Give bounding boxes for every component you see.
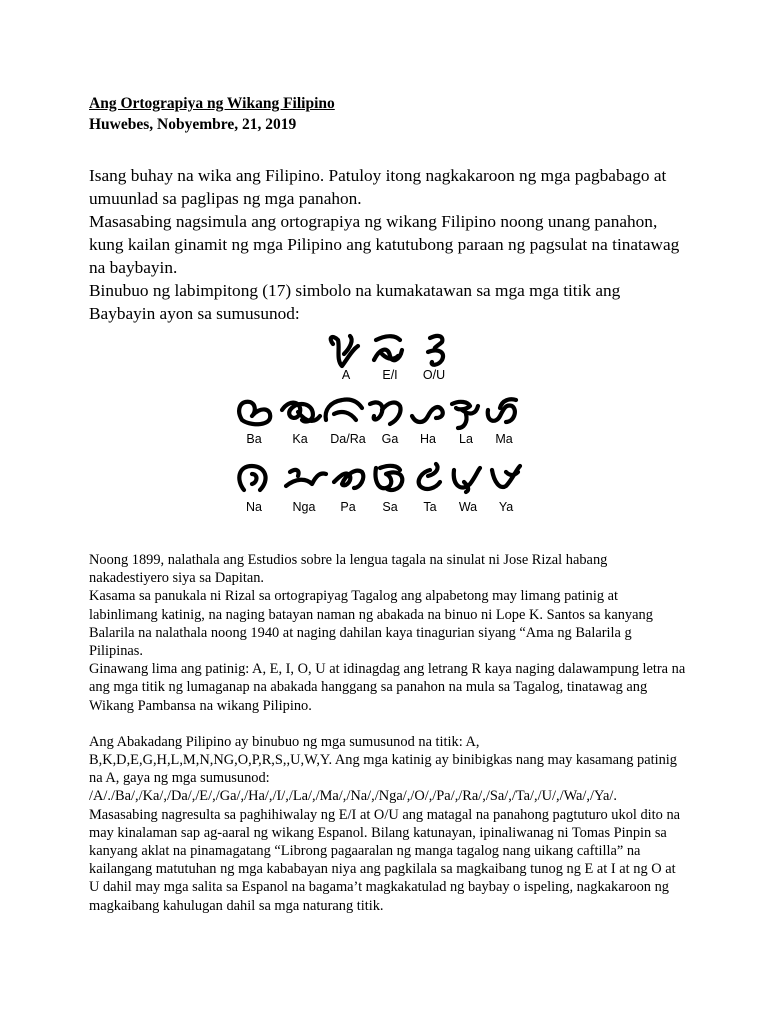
label-pa: Pa: [340, 500, 356, 514]
glyph-ma: [488, 399, 516, 422]
label-nga: Nga: [292, 500, 316, 514]
glyph-ha: [412, 407, 443, 422]
label-ba: Ba: [246, 432, 262, 446]
body-paragraph-2: Kasama sa panukala ni Rizal sa ortograpiyag Tagalog ang alpabetong may limang patinig at labinlimang katinig, na naging batayan naman ng abakada na binuo ni Lope K. Santos sa kanyang Balarila na nalathala noong 1940 at naging dahilan kaya tinagurian siyang “Ama ng Balarila g Pilipinas.: [89, 588, 653, 660]
glyph-ga: [370, 402, 401, 424]
glyph-a: [331, 336, 358, 366]
label-ma: Ma: [495, 432, 513, 446]
intro-paragraph-3: Binubuo ng labimpitong (17) simbolo na kumakatawan sa mga mga titik ang Baybayin ayon sa sumusunod:: [89, 281, 621, 323]
glyph-ta: [419, 464, 440, 489]
glyph-da-ra: [326, 399, 362, 420]
label-ha: Ha: [420, 432, 436, 446]
body-paragraph-3: Ginawang lima ang patinig: A, E, I, O, U at idinagdag ang letrang R kaya naging dalawampung letra na ang mga titik ng lumaganap na abakada hanggang sa panahon na mula sa Tagalog, tinatawag ang Wikang Pambansa na wikang Pilipino.: [89, 661, 686, 714]
body-section: [89, 551, 689, 915]
body-paragraph-5: /A/./Ba/,/Ka/,/Da/,/E/,/Ga/,/Ha/,/I/,/La/,/Ma/,/Na/,/Nga/,/O/,/Pa/,/Ra/,/Sa/,/Ta/,/U/,/Wa/,/Ya/.: [89, 788, 617, 805]
glyph-na: [239, 466, 265, 490]
label-wa: Wa: [458, 500, 478, 514]
label-da-ra: Da/Ra: [330, 432, 366, 446]
baybayin-chart: [230, 330, 530, 520]
label-ya: Ya: [498, 500, 514, 514]
label-ga: Ga: [381, 432, 399, 446]
intro-paragraph-1: Isang buhay na wika ang Filipino. Patuloy itong nagkakaroon ng mga pagbabago at umuunlad sa paglipas ng mga panahon.: [89, 166, 667, 208]
body-paragraph-6: Masasabing nagresulta sa paghihiwalay ng E/I at O/U ang matagal na panahong pagtuturo ukol dito na may kinalaman sap ag-aaral ng wikang Espanol. Bilang katunayan, ipinaliwanag ni Tomas Pinpin sa kanyang aklat na pinamagatang “Librong pagaaralan ng manga tagalog nang uikang caftilla” na kailangang matutuhan ng mga kababayan niya ang pagkilala sa magkaibang tunog ng E at I at ng O at U dahil may mga salita sa Espanol na bagama’t magkakatulad ng baybay o ispeling, nagkakaroon ng magkaibang kahulugan dahil sa mga naturang titik.: [89, 806, 681, 914]
glyph-e-i: [374, 336, 402, 360]
glyph-sa: [375, 466, 402, 490]
glyph-ba: [239, 402, 270, 425]
label-e-i: E/I: [382, 368, 398, 382]
glyph-wa: [454, 468, 480, 492]
label-sa: Sa: [382, 500, 398, 514]
body-paragraph-1: Noong 1899, nalathala ang Estudios sobre la lengua tagala na sinulat ni Jose Rizal habang nakadestiyero siya sa Dapitan.: [89, 552, 608, 587]
glyph-ka: [282, 403, 320, 422]
glyph-la: [452, 402, 478, 428]
body-paragraph-4: Ang Abakadang Pilipino ay binubuo ng mga sumusunod na titik: A, B,K,D,E,G,H,L,M,N,NG,O,P,R,S,,U,W,Y. Ang mga katinig ay binibigkas nang may kasamang patinig na A, gaya ng mga sumusunod:: [89, 733, 677, 787]
intro-section: [89, 164, 689, 325]
glyph-pa: [334, 471, 363, 488]
glyph-ya: [492, 466, 520, 487]
glyph-nga: [286, 470, 326, 486]
paragraph-gap: [89, 715, 689, 733]
label-la: La: [459, 432, 473, 446]
label-ka: Ka: [292, 432, 308, 446]
label-ta: Ta: [423, 500, 437, 514]
label-o-u: O/U: [422, 368, 446, 382]
document-date: Huwebes, Nobyembre, 21, 2019: [89, 116, 297, 133]
baybayin-glyphs: [230, 330, 530, 520]
label-na: Na: [246, 500, 262, 514]
glyph-o-u: [428, 336, 443, 365]
label-a: A: [341, 368, 351, 382]
document-header: [89, 93, 335, 135]
document-title: Ang Ortograpiya ng Wikang Filipino: [89, 95, 335, 112]
intro-paragraph-2: Masasabing nagsimula ang ortograpiya ng wikang Filipino noong unang panahon, kung kailan ginamit ng mga Pilipino ang katutubong paraan ng pagsulat na tinatawag na baybayin.: [89, 212, 680, 277]
